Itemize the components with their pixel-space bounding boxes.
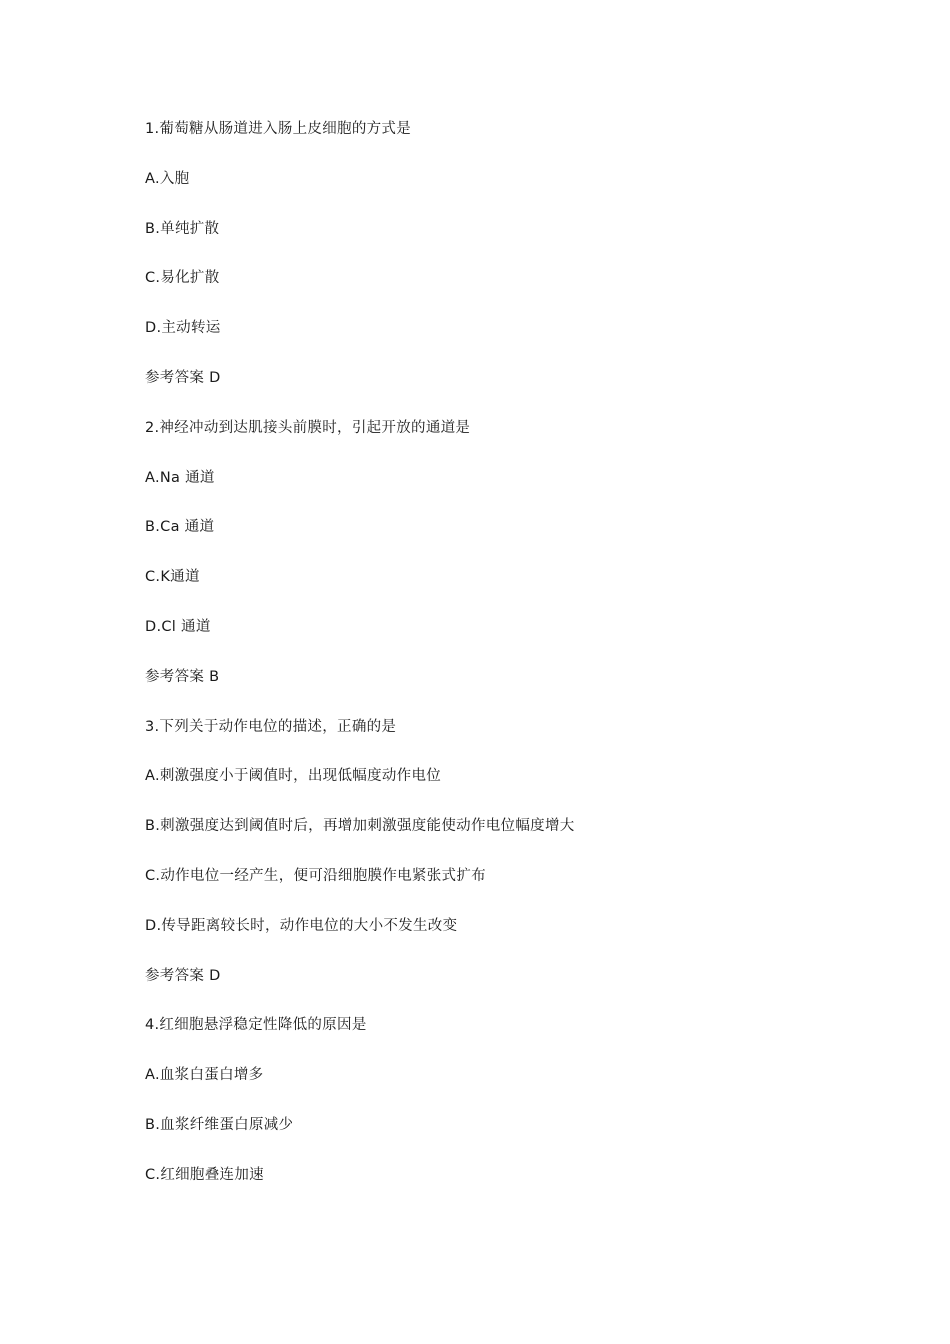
question-3-option-a: A.刺激强度小于阈值时，出现低幅度动作电位: [145, 768, 442, 785]
question-2-option-a: A.Na 通道: [145, 469, 215, 486]
question-4-stem: 4.红细胞悬浮稳定性降低的原因是: [145, 1017, 367, 1034]
question-3-stem: 3.下列关于动作电位的描述，正确的是: [145, 718, 397, 735]
question-1-stem: 1.葡萄糖从肠道进入肠上皮细胞的方式是: [145, 121, 412, 137]
question-4-option-a: A.血浆白蛋白增多: [145, 1067, 264, 1084]
question-1-option-a: A.入胞: [145, 170, 190, 187]
question-3-option-b: B.刺激强度达到阈值时后，再增加刺激强度能使动作电位幅度增大: [145, 818, 575, 835]
question-list: [145, 118, 865, 1214]
question-3-answer: 参考答案 D: [145, 967, 221, 984]
question-3-option-d: D.传导距离较长时，动作电位的大小不发生改变: [145, 917, 458, 934]
question-2-answer: 参考答案 B: [145, 668, 220, 685]
question-2-stem: 2.神经冲动到达肌接头前膜时，引起开放的通道是: [145, 419, 471, 436]
question-3-option-c: C.动作电位一经产生，便可沿细胞膜作电紧张式扩布: [145, 867, 486, 884]
question-1-option-b: B.单纯扩散: [145, 220, 220, 237]
question-1-option-c: C.易化扩散: [145, 270, 220, 287]
question-1-option-d: D.主动转运: [145, 320, 221, 337]
question-4-option-c: C.红细胞叠连加速: [145, 1166, 264, 1183]
question-1-answer: 参考答案 D: [145, 369, 221, 386]
question-2-option-c: C.K通道: [145, 569, 200, 586]
question-2-option-b: B.Ca 通道: [145, 519, 215, 536]
question-4-option-b: B.血浆纤维蛋白原减少: [145, 1116, 294, 1133]
question-2-option-d: D.Cl 通道: [145, 618, 211, 635]
